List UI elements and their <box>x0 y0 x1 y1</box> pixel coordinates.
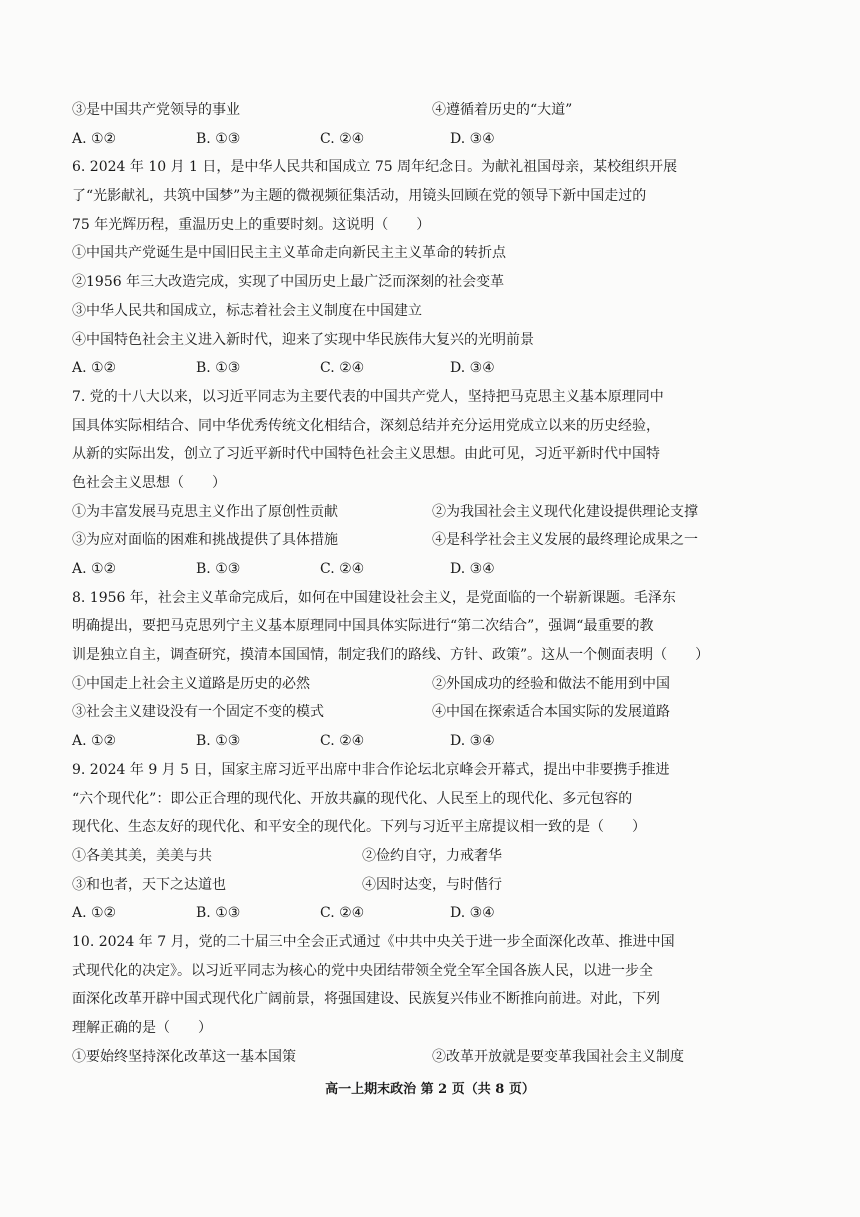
q7-statements-row-2 <box>72 526 772 555</box>
q7-statement-4: ④是科学社会主义发展的最终理论成果之一 <box>432 532 698 549</box>
q9-option-a[interactable]: A. ①② <box>72 905 117 922</box>
q8-stem-line-2: 明确提出，要把马克思列宁主义基本原理同中国具体实际进行“第二次结合”，强调“最重要的教 <box>72 618 654 635</box>
q6-statement-1: ①中国共产党诞生是中国旧民主主义革命走向新民主主义革命的转折点 <box>72 245 506 262</box>
q8-statement-2: ②外国成功的经验和做法不能用到中国 <box>432 675 670 692</box>
q8-option-b[interactable]: B. ①③ <box>196 733 241 750</box>
q5-option-a[interactable]: A. ①② <box>72 130 117 147</box>
q5-option-c[interactable]: C. ②④ <box>320 130 365 147</box>
q7-statement-2: ②为我国社会主义现代化建设提供理论支撑 <box>432 503 698 520</box>
q5-option-b[interactable]: B. ①③ <box>196 130 241 147</box>
exam-sheet <box>72 96 772 1071</box>
q5-statement-3: ③是中国共产党领导的事业 <box>72 102 240 118</box>
q10-statement-1: ①要始终坚持深化改革这一基本国策 <box>72 1048 296 1065</box>
q6-option-d[interactable]: D. ③④ <box>450 360 495 377</box>
q8-statements-row-1 <box>72 670 772 699</box>
q9-options <box>72 899 772 928</box>
q5-option-d[interactable]: D. ③④ <box>450 130 495 147</box>
q6-stem-line-3: 75 年光辉历程，重温历史上的重要时刻。这说明（ ） <box>72 216 431 233</box>
q9-option-b[interactable]: B. ①③ <box>196 905 241 922</box>
q8-statements-row-2 <box>72 698 772 727</box>
q8-stem-line-1: 8. 1956 年，社会主义革命完成后，如何在中国建设社会主义，是党面临的一个崭新课题。毛泽东 <box>72 589 676 606</box>
q6-option-b[interactable]: B. ①③ <box>196 360 241 377</box>
q6-option-a[interactable]: A. ①② <box>72 360 117 377</box>
q8-option-d[interactable]: D. ③④ <box>450 733 495 750</box>
q5-statement-4: ④遵循着历史的“大道” <box>432 102 573 118</box>
q8-stem-line-3: 训是独立自主，调查研究，摸清本国国情，制定我们的路线、方针、政策”。这从一个侧面表明（ ） <box>72 647 710 664</box>
q10-stem-line-1: 10. 2024 年 7 月，党的二十届三中全会正式通过《中共中央关于进一步全面深化改革、推进中国 <box>72 933 675 950</box>
q7-stem-line-1: 7. 党的十八大以来，以习近平同志为主要代表的中国共产党人，坚持把马克思主义基本原理同中 <box>72 388 664 405</box>
q7-statements-row-1 <box>72 498 772 527</box>
q10-statement-2: ②改革开放就是要变革我国社会主义制度 <box>432 1048 684 1065</box>
q6-statement-3: ③中华人民共和国成立，标志着社会主义制度在中国建立 <box>72 302 422 319</box>
q9-stem-line-3: 现代化、生态友好的现代化、和平安全的现代化。下列与习近平主席提议相一致的是（ ） <box>72 819 646 836</box>
q10-stem-line-2: 式现代化的决定》。以习近平同志为核心的党中央团结带领全党全军全国各族人民，以进一步全 <box>72 962 653 979</box>
q8-options <box>72 727 772 756</box>
q7-option-b[interactable]: B. ①③ <box>196 561 241 577</box>
q6-stem-line-2: 了“光影献礼，共筑中国梦”为主题的微视频征集活动，用镜头回顾在党的领导下新中国走过的 <box>72 188 647 205</box>
q9-option-d[interactable]: D. ③④ <box>450 905 495 922</box>
q10-statements-row-1 <box>72 1043 772 1072</box>
q8-statement-1: ①中国走上社会主义道路是历史的必然 <box>72 675 310 692</box>
q9-statement-3: ③和也者，天下之达道也 <box>72 876 226 893</box>
q9-statement-4: ④因时达变，与时偕行 <box>362 876 502 893</box>
q8-option-c[interactable]: C. ②④ <box>320 733 365 750</box>
q9-stem-line-2: “六个现代化”：即公正合理的现代化、开放共赢的现代化、人民至上的现代化、多元包容的 <box>72 790 633 807</box>
q7-option-d[interactable]: D. ③④ <box>450 561 495 577</box>
q6-option-c[interactable]: C. ②④ <box>320 360 365 377</box>
page-footer: 高一上期末政治 第 2 页（共 8 页） <box>325 1082 535 1097</box>
q9-option-c[interactable]: C. ②④ <box>320 905 365 922</box>
q9-stem-line-1: 9. 2024 年 9 月 5 日，国家主席习近平出席中非合作论坛北京峰会开幕式，提出中非要携手推进 <box>72 761 670 778</box>
q8-statement-4: ④中国在探索适合本国实际的发展道路 <box>432 704 670 721</box>
q7-statement-1: ①为丰富发展马克思主义作出了原创性贡献 <box>72 503 338 520</box>
q6-options <box>72 354 772 383</box>
q7-option-c[interactable]: C. ②④ <box>320 561 365 577</box>
q7-stem-line-2: 国具体实际相结合、同中华优秀传统文化相结合，深刻总结并充分运用党成立以来的历史经验， <box>72 417 660 434</box>
q9-statements-row-1 <box>72 842 772 871</box>
q7-stem-line-4: 色社会主义思想（ ） <box>72 474 226 491</box>
q5-options <box>72 125 772 154</box>
q6-stem-line-1: 6. 2024 年 10 月 1 日，是中华人民共和国成立 75 周年纪念日。为献礼祖国母亲，某校组织开展 <box>72 159 678 176</box>
q9-statements-row-2 <box>72 871 772 900</box>
q10-stem-line-3: 面深化改革开辟中国式现代化广阔前景，将强国建设、民族复兴伟业不断推向前进。对此，下列 <box>72 991 660 1008</box>
q7-option-a[interactable]: A. ①② <box>72 561 117 577</box>
q8-option-a[interactable]: A. ①② <box>72 733 117 750</box>
q7-stem-line-3: 从新的实际出发，创立了习近平新时代中国特色社会主义思想。由此可见，习近平新时代中国特 <box>72 446 660 463</box>
q8-statement-3: ③社会主义建设没有一个固定不变的模式 <box>72 704 324 721</box>
q7-statement-3: ③为应对面临的困难和挑战提供了具体措施 <box>72 532 338 549</box>
q10-stem-line-4: 理解正确的是（ ） <box>72 1020 212 1036</box>
q9-statement-1: ①各美其美，美美与共 <box>72 847 212 864</box>
q5-statements-row <box>72 96 772 125</box>
q9-statement-2: ②俭约自守，力戒奢华 <box>362 847 502 864</box>
q6-statement-4: ④中国特色社会主义进入新时代，迎来了实现中华民族伟大复兴的光明前景 <box>72 331 534 348</box>
q7-options <box>72 555 772 584</box>
q6-statement-2: ②1956 年三大改造完成，实现了中国历史上最广泛而深刻的社会变革 <box>72 274 505 291</box>
